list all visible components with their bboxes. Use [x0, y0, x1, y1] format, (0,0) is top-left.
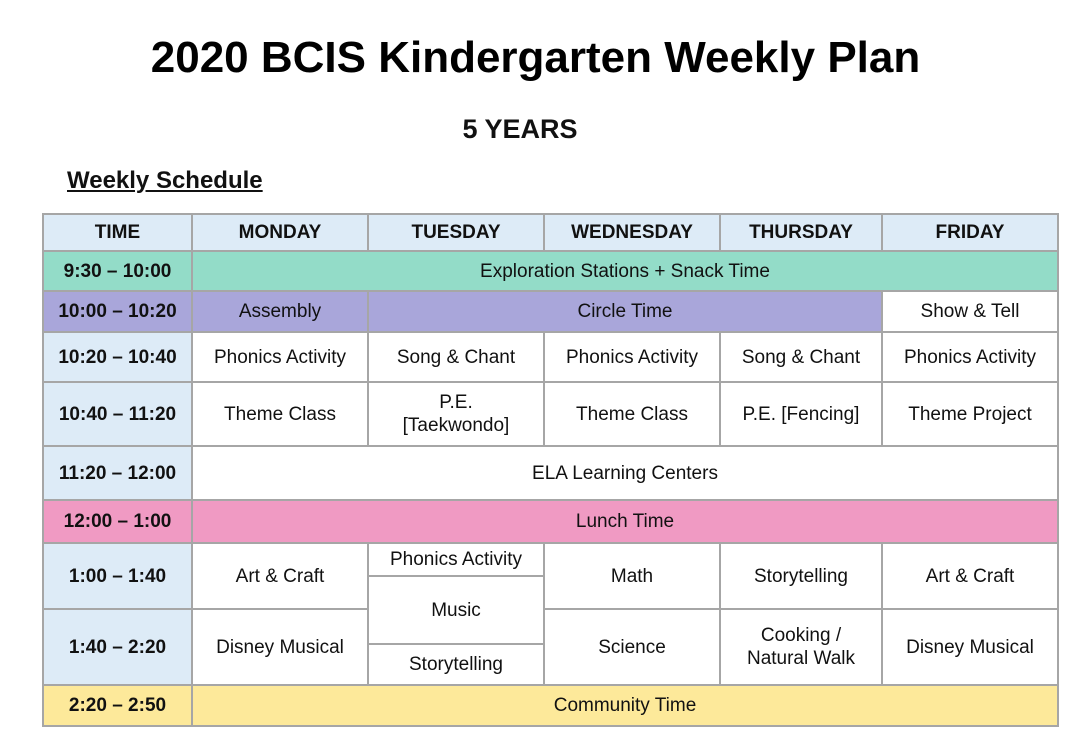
activity-cell: Disney Musical	[192, 609, 368, 685]
show-and-tell-cell: Show & Tell	[882, 291, 1058, 332]
exploration-cell: Exploration Stations + Snack Time	[192, 251, 1058, 291]
lunch-cell: Lunch Time	[192, 500, 1058, 543]
activity-cell: Theme Class	[192, 382, 368, 446]
page-title: 2020 BCIS Kindergarten Weekly Plan	[150, 33, 921, 82]
community-time-cell: Community Time	[192, 685, 1058, 726]
activity-line: Cooking /	[760, 625, 842, 646]
activity-cell	[720, 609, 882, 685]
time-cell: 10:20 – 10:40	[43, 332, 192, 382]
time-cell: 12:00 – 1:00	[43, 500, 192, 543]
activity-cell: Phonics Activity	[192, 332, 368, 382]
activity-cell: Art & Craft	[192, 543, 368, 609]
activity-cell: Storytelling	[720, 543, 882, 609]
activity-cell: Song & Chant	[720, 332, 882, 382]
activity-cell: Art & Craft	[882, 543, 1058, 609]
activity-cell: Math	[544, 543, 720, 609]
time-cell: 10:40 – 11:20	[43, 382, 192, 446]
header-tuesday: TUESDAY	[368, 214, 544, 251]
activity-cell: Disney Musical	[882, 609, 1058, 685]
weekly-schedule-table	[42, 213, 1059, 727]
table-row	[43, 685, 1058, 726]
activity-cell: Theme Project	[882, 382, 1058, 446]
ela-centers-cell: ELA Learning Centers	[192, 446, 1058, 500]
time-cell: 10:00 – 10:20	[43, 291, 192, 332]
table-row	[43, 446, 1058, 500]
header-friday: FRIDAY	[882, 214, 1058, 251]
activity-cell: Phonics Activity	[544, 332, 720, 382]
section-heading: Weekly Schedule	[67, 167, 263, 194]
activity-cell: Phonics Activity	[368, 543, 544, 576]
assembly-cell: Assembly	[192, 291, 368, 332]
time-cell: 9:30 – 10:00	[43, 251, 192, 291]
activity-cell: Song & Chant	[368, 332, 544, 382]
activity-line: [Taekwondo]	[402, 415, 510, 436]
activity-cell: Storytelling	[368, 644, 544, 685]
table-row	[43, 382, 1058, 446]
table-row	[43, 609, 1058, 644]
activity-cell: Science	[544, 609, 720, 685]
time-cell: 11:20 – 12:00	[43, 446, 192, 500]
activity-cell	[368, 382, 544, 446]
time-cell: 1:40 – 2:20	[43, 609, 192, 685]
header-monday: MONDAY	[192, 214, 368, 251]
header-wednesday: WEDNESDAY	[544, 214, 720, 251]
header-thursday: THURSDAY	[720, 214, 882, 251]
time-cell: 2:20 – 2:50	[43, 685, 192, 726]
page-subtitle: 5 YEARS	[462, 114, 578, 144]
header-row	[43, 214, 1058, 251]
circle-time-cell: Circle Time	[368, 291, 882, 332]
header-time: TIME	[43, 214, 192, 251]
table-row	[43, 500, 1058, 543]
activity-line: Natural Walk	[746, 648, 856, 669]
table-row	[43, 291, 1058, 332]
table-row	[43, 543, 1058, 576]
table-row	[43, 332, 1058, 382]
activity-cell: Theme Class	[544, 382, 720, 446]
activity-line: P.E.	[439, 392, 473, 413]
activity-cell: P.E. [Fencing]	[720, 382, 882, 446]
time-cell: 1:00 – 1:40	[43, 543, 192, 609]
music-cell: Music	[368, 576, 544, 644]
table-row	[43, 251, 1058, 291]
activity-cell: Phonics Activity	[882, 332, 1058, 382]
